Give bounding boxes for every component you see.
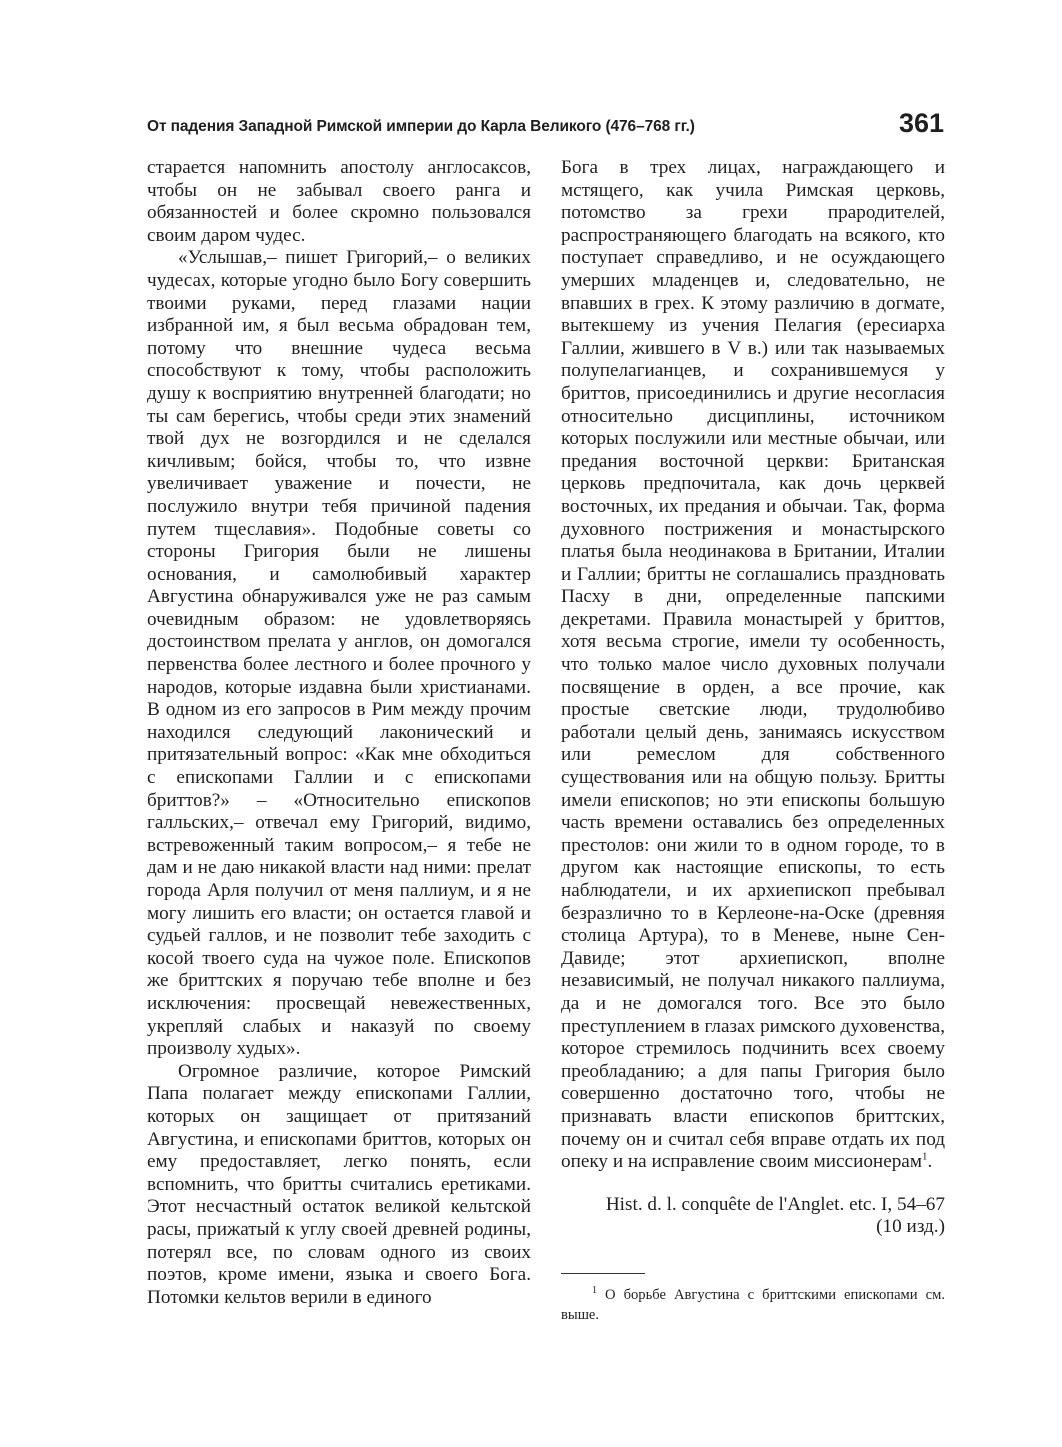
paragraph: старается напомнить апостолу англосаксов, чтобы он не забывал своего ранга и обязанностей и более скромно пользовался своим даром чудес. — [147, 157, 531, 246]
running-header — [147, 108, 947, 148]
paragraph-text: Бога в трех лицах, награждающего и мстящего, как учила Римская церковь, потомство за грехи прародителей, распространяющего благодать на всякого, кто поступает справедливо, и не осуждающего умерших младенцев и, следовательно, не впавших в грех. К этому различию в догмате, вытекшему из учения Пелагия (ересиарха Галлии, жившего в V в.) или так называемых полупелагианцев, и сохранившемуся у бриттов, присоединились и другие несогласия относительно дисциплины, источником которых послужили или местные обычаи, или предания восточной церкви: Британская церковь предпочитала, как дочь церквей восточных, их предания и обычаи. Так, форма духовного пострижения и монастырского платья была неодинакова в Британии, Италии и Галлии; бритты не соглашались праздновать Пасху в дни, определенные папскими декретами. Правила монастырей у бриттов, хотя весьма строгие, имели ту особенность, что только малое число духовных получали посвящение в орден, а все прочие, как простые светские люди, трудолюбиво работали целый день, занимаясь искусством или ремеслом для собственного существования или на общую пользу. Бритты имели епископов; но эти епископы большую часть времени оставались без определенных престолов: они жили то в одном городе, то в другом как настоящие епископы, то есть наблюдатели, и их архиепископ пребывал безразлично то в Керлеоне-на-Оске (древняя столица Артура), то в Меневе, ныне Сен-Давиде; этот архиепископ, вполне независимый, не получал никакого паллиума, да и не домогался того. Все это было преступлением в глазах римского духовенства, которое стремилось подчинить всех своему преобладанию; а для папы Григория было совершенно достаточно того, чтобы не признавать власти епископов бриттских, почему он и считал себя вправе отдать их под опеку и на исправление своим миссионерам — [561, 157, 945, 1173]
page-number: 361 — [898, 108, 944, 138]
footnote-text: О борьбе Августина с бриттскими епископами см. выше. — [561, 1286, 945, 1323]
footnote-reference: 1 — [921, 1150, 928, 1163]
running-header-title: От падения Западной Римской империи до Карла Великого (476–768 гг.) — [147, 118, 695, 135]
paragraph: Бога в трех лицах, награждающего и мстящего, как учила Римская церковь, потомство за грехи прародителей, распространяющего благодать на всякого, кто поступает справедливо, и не осуждающего умерших младенцев и, следовательно, не впавших в грех. К этому различию в догмате, вытекшему из учения Пелагия (ересиарха Галлии, жившего в V в.) или так называемых полупелагианцев, и сохранившемуся у бриттов, присоединились и другие несогласия относительно дисциплины, источником которых послужили или местные обычаи, или предания восточной церкви: Британская церковь предпочитала, как дочь церквей восточных, их предания и обычаи. Так, форма духовного пострижения и монастырского платья была неодинакова в Британии, Италии и Галлии; бритты не соглашались праздновать Пасху в дни, определенные папскими декретами. Правила монастырей у бриттов, хотя весьма строгие, имели ту особенность, что только малое число духовных получали посвящение в орден, а все прочие, как простые светские люди, трудолюбиво работали целый день, занимаясь искусством или ремеслом для собственного существования или на общую пользу. Бритты имели епископов; но эти епископы большую часть времени оставались без определенных престолов: они жили то в одном городе, то в другом как настоящие епископы, то есть наблюдатели, и их архиепископ пребывал безразлично то в Керлеоне-на-Оске (древняя столица Артура), то в Меневе, ныне Сен-Давиде; этот архиепископ, вполне независимый, не получал никакого паллиума, да и не домогался того. Все это было преступлением в глазах римского духовенства, которое стремилось подчинить всех своему преобладанию; а для папы Григория было совершенно достаточно того, чтобы не признавать власти епископов бриттских, почему он и считал себя вправе отдать их под опеку и на исправление своим миссионерам$^1$. — [561, 157, 945, 1173]
footnote-marker: 1 — [592, 1285, 597, 1297]
paragraph: «Услышав,– пишет Григорий,– о великих чудесах, которые угодно было Богу совершить твоими руками, перед глазами нации избранной им, я был весьма обрадован тем, потому что внешние чудеса весьма способствуют к тому, чтобы расположить душу к восприятию внутренней благодати; но ты сам берегись, чтобы среди этих знамений твой дух не возгордился и не сделался кичливым; бойся, чтобы то, что извне увеличивает уважение и почести, не послужило внутри тебя причиной падения путем тщеславия». Подобные советы со стороны Григория были не лишены основания, и самолюбивый характер Августина обнаруживался уже не раз самым очевидным образом: не удовлетворяясь достоинством прелата у англов, он домогался первенства более лестного и более прочного у народов, которые издавна были христианами. В одном из его запросов в Рим между прочим находился следующий лаконический и притязательный вопрос: «Как мне обходиться с епископами Галлии и с епископами бриттов?» – «Относительно епископов галльских,– отвечал ему Григорий, видимо, встревоженный таким вопросом,– я тебе не дам и не даю никакой власти над ними: прелат города Арля получил от меня паллиум, и я не могу лишить его власти; он остается главой и судьей галлов, и не позволит тебе заходить с косой твоего суда на чужое поле. Епископов же бриттских я поручаю тебе вполне и без исключения: просвещай невежественных, укрепляй слабых и наказуй по своему произволу худых». — [147, 247, 531, 1060]
citation-line: Hist. d. l. conquête de l'Anglet. etc. I, 54–67 — [605, 1193, 945, 1215]
citation-line: (10 изд.) — [876, 1216, 945, 1238]
paragraph: Огромное различие, которое Римский Папа полагает между епископами Галлии, которых он защищает от притязаний Августина, и епископами бриттов, которых он ему предоставляет, легко понять, если вспомнить, что бритты считались еретиками. Этот несчастный остаток великой кельтской расы, прижатый к углу своей древней родины, потерял все, по словам одного из своих поэтов, кроме имени, языка и своего Бога. Потомки кельтов верили в единого — [147, 1060, 531, 1308]
left-column — [147, 157, 531, 1309]
footnote — [561, 1285, 945, 1325]
right-column — [561, 157, 945, 1325]
footnote-divider — [561, 1273, 645, 1274]
source-citation — [561, 1194, 945, 1239]
